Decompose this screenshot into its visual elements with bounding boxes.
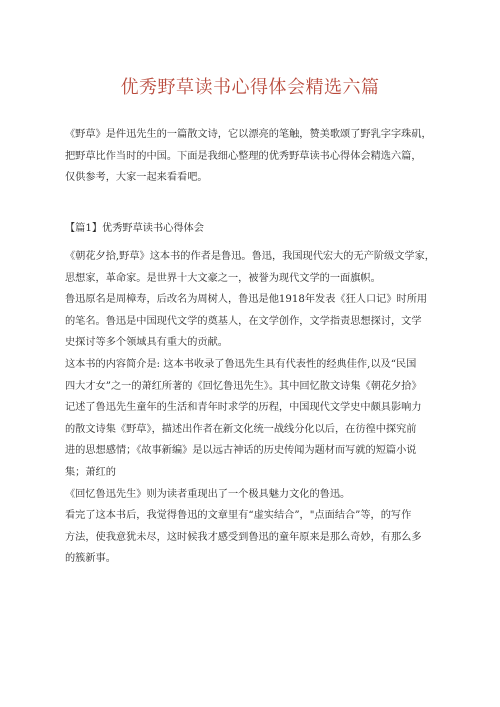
intro-paragraph	[65, 124, 455, 189]
body-line: 集；萧红的	[65, 466, 116, 478]
body-line: 进的思想感情；《故事新编》是以远古神话的历史传闻为题材而写就的短篇小说	[65, 445, 417, 457]
body-line: 的簇新事。	[65, 553, 116, 565]
body-line: 的散文诗集《野草》，描述出作者在新文化统一战线分化以后，在彷徨中探究前	[65, 423, 417, 435]
intro-line: 把野草比作当时的中国。下面是我细心整理的优秀野草读书心得体会精选六篇，	[65, 150, 422, 162]
body-line: 《回忆鲁迅先生》则为读者重现出了一个极具魅力文化的鲁迅。	[65, 488, 351, 500]
body-line: 史探讨等多个领域具有重大的贡献。	[65, 337, 228, 349]
intro-line: 《野草》是件迅先生的一篇散文诗，它以漂亮的笔触，赞美歌颂了野乳字字珠矶，	[65, 129, 432, 140]
body-line: 《朝花夕拾,野草》这本书的作者是鲁迅。鲁迅，我国现代宏大的无产阶级文学家，	[65, 251, 435, 262]
body-line: 思想家，革命家。是世界十大文豪之一，被誉为现代文学的一面旗帜。	[65, 272, 381, 284]
body-line: 鲁迅原名是周樟寿，后改名为周树人，鲁迅是他1918年发表《狂人口记》时所用	[65, 294, 428, 306]
section-heading: 【篇1】优秀野草读书心得体会	[65, 223, 204, 234]
body-text	[65, 246, 455, 570]
body-line: 四大才女”之一的萧红所著的《回忆鲁迅先生》。其中回忆散文诗集《朝花夕拾》	[65, 380, 422, 392]
body-line: 的笔名。鲁迅是中国现代文学的奠基人，在文学创作，文学指责思想探讨，文学	[65, 315, 422, 327]
body-line: 这本书的内容简介是: 这本书收录了鲁迅先生具有代表性的经典佳作,以及“民国	[65, 358, 417, 370]
body-line: 看完了这本书后，我觉得鲁迅的文章里有“虚实结合”，"点面结合”等，的写作	[65, 510, 412, 522]
body-line: 记述了鲁迅先生童年的生活和青年时求学的历程，中国现代文学史中颇具影响力	[65, 402, 422, 414]
intro-line: 仅供参考，大家一起来看看吧。	[65, 172, 208, 184]
document-title: 优秀野草读书心得体会精选六篇	[120, 77, 380, 98]
body-line: 方法，使我意犹未尽，这时候我才感受到鲁迅的童年原来是那么奇妙，有那么多	[65, 531, 422, 543]
